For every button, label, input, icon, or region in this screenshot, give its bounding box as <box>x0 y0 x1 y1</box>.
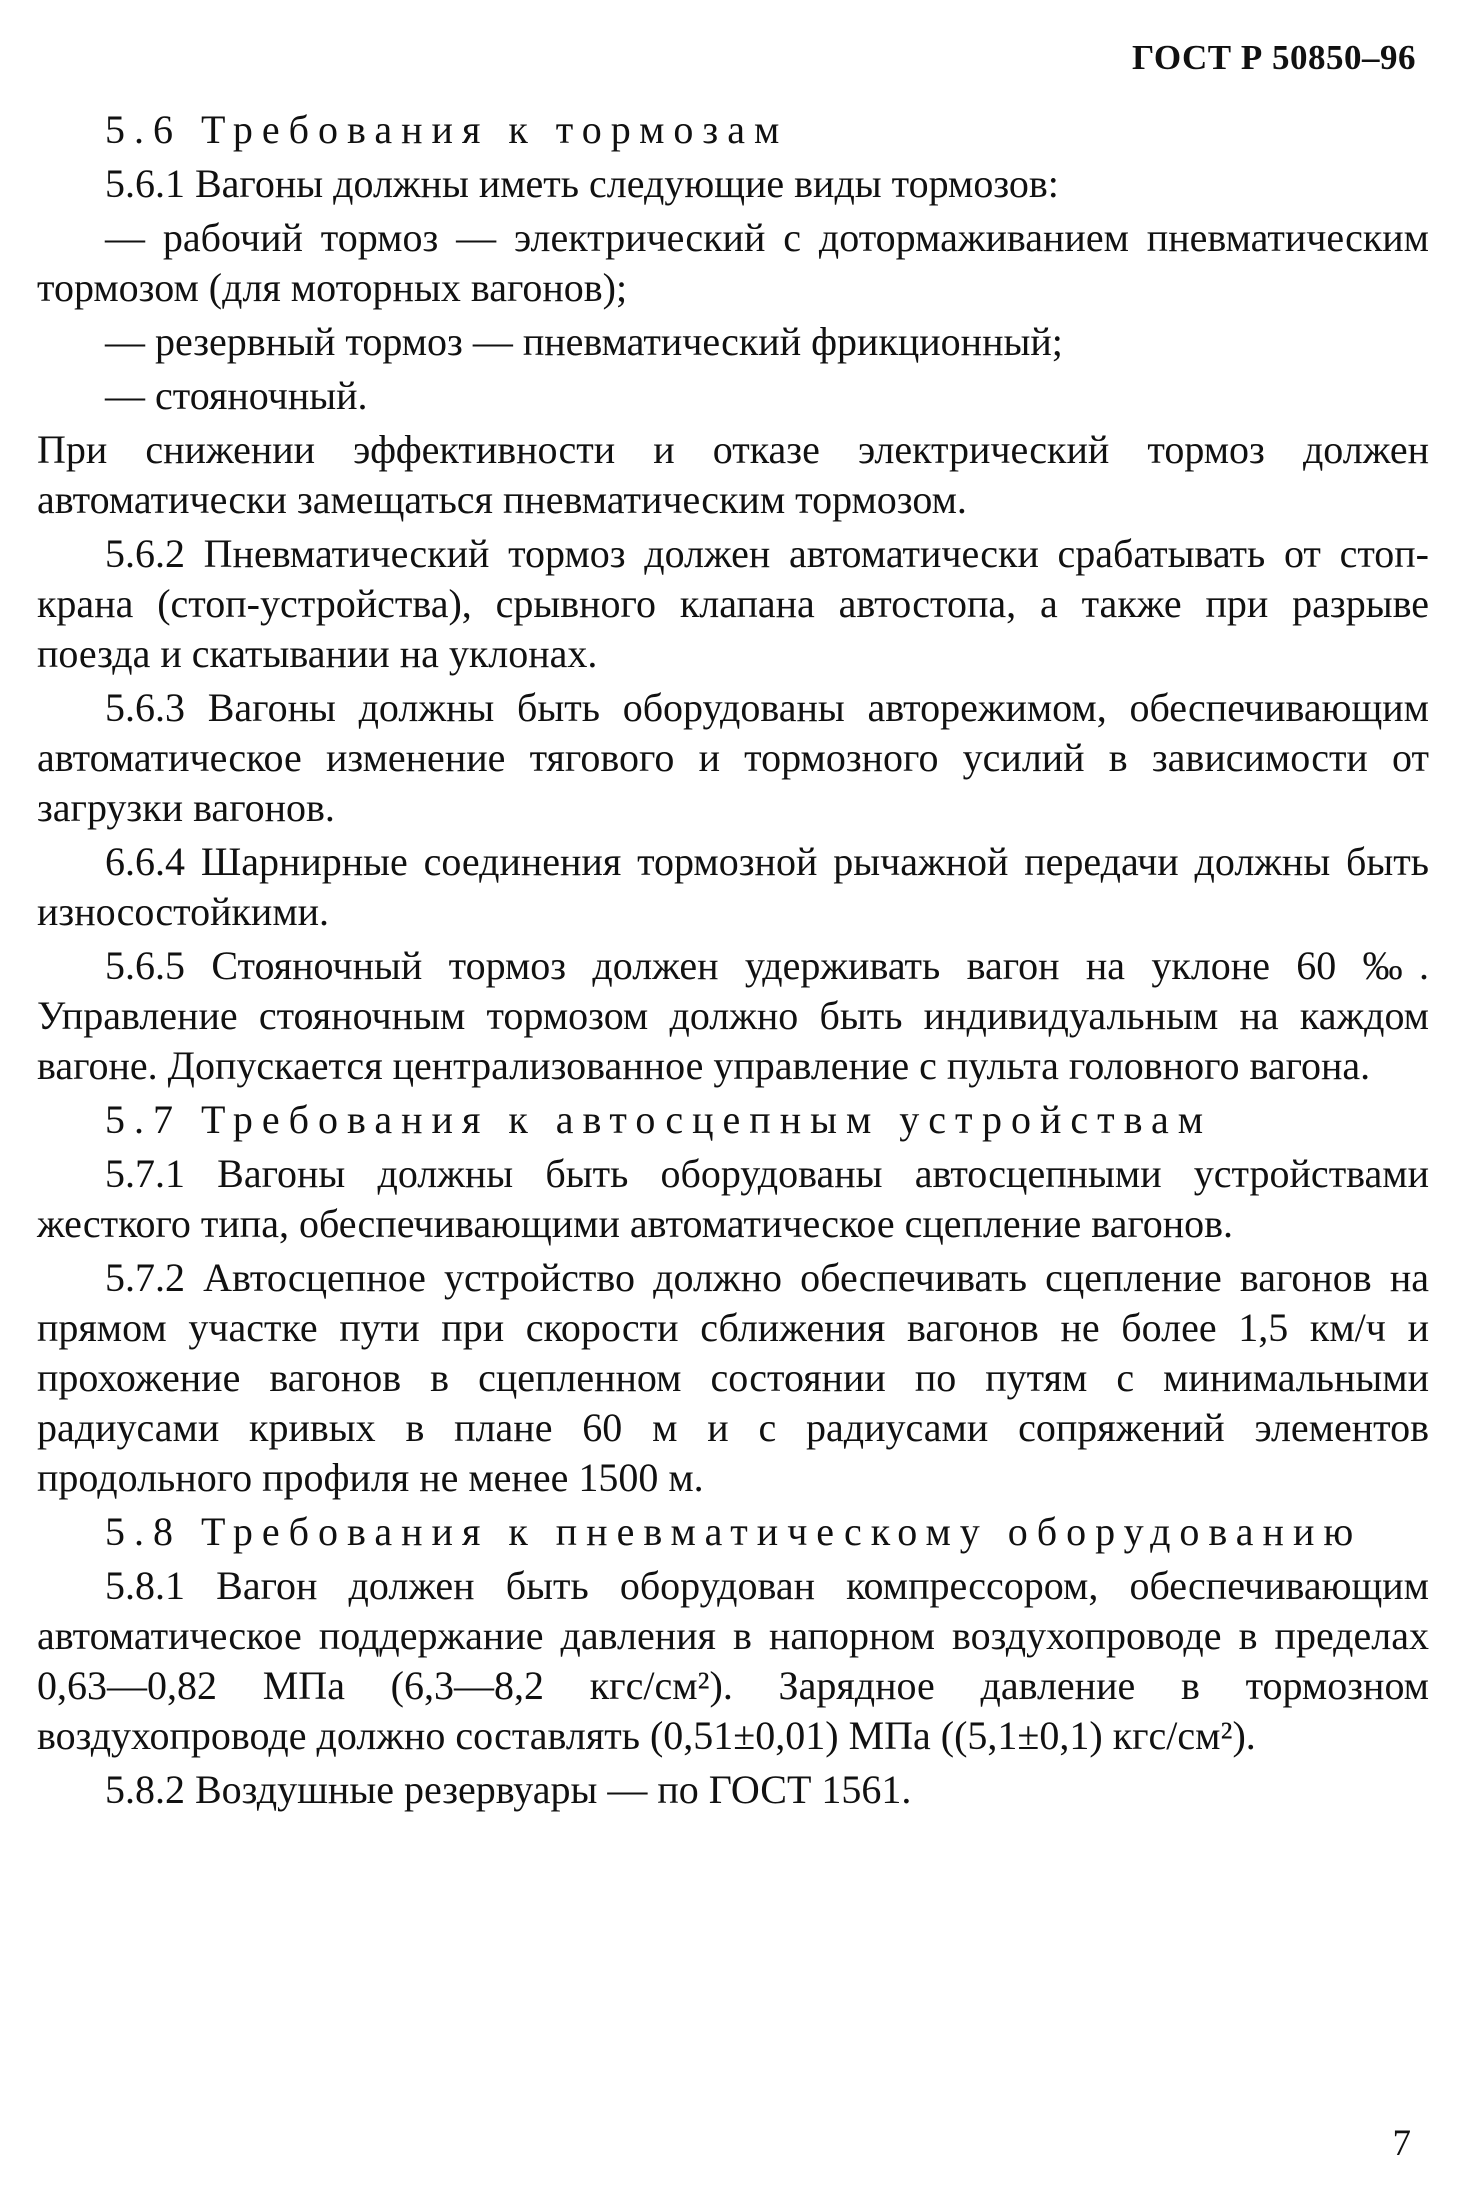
section-heading-5-6: 5.6 Требования к тормозам <box>105 107 789 152</box>
paragraph-5-7-1: 5.7.1 Вагоны должны быть оборудованы автосцепными устройствами жесткого типа, обеспечивающими автоматическое сцепление вагонов. <box>37 1151 1429 1246</box>
paragraph-5-6-3: 5.6.3 Вагоны должны быть оборудованы авторежимом, обеспечивающим автоматическое изменение тягового и тормозного усилий в зависимости от загрузки вагонов. <box>37 685 1429 830</box>
page-number: 7 <box>1392 2123 1411 2164</box>
paragraph-5-6-2: 5.6.2 Пневматический тормоз должен автоматически срабатывать от стоп-крана (стоп-устройства), срывного клапана автостопа, а также при разрыве поезда и скатывании на уклонах. <box>37 531 1429 676</box>
list-item-reserve-brake: — резервный тормоз — пневматический фрикционный; <box>105 319 1063 364</box>
section-heading-5-8: 5.8 Требования к пневматическому оборудованию <box>105 1509 1363 1554</box>
paragraph-6-6-4: 6.6.4 Шарнирные соединения тормозной рычажной передачи должны быть износостойкими. <box>37 839 1429 934</box>
list-item-service-brake: — рабочий тормоз — электрический с дотормаживанием пневматическим тормозом (для моторных вагонов); <box>37 215 1429 310</box>
paragraph-5-8-1: 5.8.1 Вагон должен быть оборудован компрессором, обеспечивающим автоматическое поддержание давления в напорном воздухопроводе в пределах 0,63—0,82 МПа (6,3—8,2 кгс/см²). Зарядное давление в тормозном воздухопроводе должно составлять (0,51±0,01) МПа ((5,1±0,1) кгс/см²). <box>37 1563 1429 1758</box>
paragraph-5-7-2: 5.7.2 Автосцепное устройство должно обеспечивать сцепление вагонов на прямом участке пути при скорости сближения вагонов не более 1,5 км/ч и прохожение вагонов в сцепленном состоянии по путям с минимальными радиусами кривых в плане 60 м и с радиусами сопряжений элементов продольного профиля не менее 1500 м. <box>37 1255 1429 1500</box>
document-body <box>37 105 1429 1819</box>
paragraph-5-6-1: 5.6.1 Вагоны должны иметь следующие виды тормозов: <box>105 161 1059 206</box>
paragraph-5-6-5: 5.6.5 Стояночный тормоз должен удерживать вагон на уклоне 60 ‰. Управление стояночным тормозом должно быть индивидуальным на каждом вагоне. Допускается централизованное управление с пульта головного вагона. <box>37 943 1429 1088</box>
section-heading-5-7: 5.7 Требования к автосцепным устройствам <box>105 1097 1213 1142</box>
list-item-parking-brake: — стояночный. <box>105 373 368 418</box>
standard-header: ГОСТ Р 50850–96 <box>1131 38 1416 77</box>
paragraph-5-8-2: 5.8.2 Воздушные резервуары — по ГОСТ 1561. <box>105 1767 912 1812</box>
paragraph-brake-substitution: При снижении эффективности и отказе электрический тормоз должен автоматически замещаться пневматическим тормозом. <box>37 427 1429 522</box>
